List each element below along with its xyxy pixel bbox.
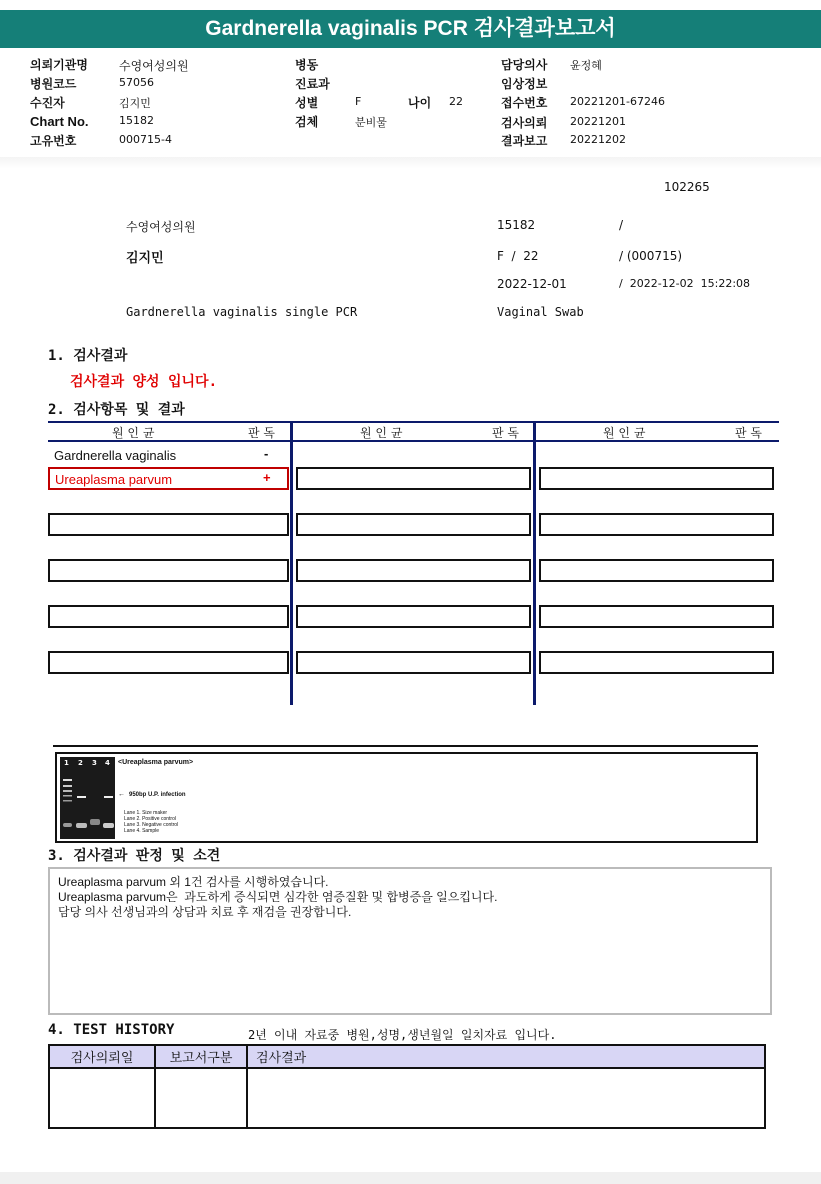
result-row-name: Gardnerella vaginalis	[54, 448, 177, 463]
col3-judgment-header: 판 독	[735, 426, 762, 440]
specimen-label: 검체	[295, 115, 319, 129]
summary-slash: /	[619, 218, 624, 232]
gel-bands	[60, 757, 115, 839]
findings-box	[48, 867, 772, 1015]
empty-result-box	[48, 513, 289, 536]
gel-legend	[124, 810, 178, 834]
header-separator	[0, 157, 821, 169]
history-col-request-date: 검사의뢰일	[49, 1045, 155, 1068]
summary-sex-age: F / 22	[497, 249, 539, 263]
empty-result-box	[539, 467, 774, 490]
result-row-mark: +	[263, 470, 271, 485]
summary-chart: 15182	[497, 218, 536, 232]
request-value: 20221201	[570, 115, 626, 128]
specimen-value: 분비물	[355, 116, 387, 129]
dept-label: 진료과	[295, 77, 330, 91]
section2-heading: 2. 검사항목 및 결과	[48, 402, 185, 418]
empty-result-box	[539, 559, 774, 582]
result-row-box	[48, 467, 289, 490]
report-title: Gardnerella vaginalis PCR 검사결과보고서	[0, 10, 821, 48]
age-value: 22	[449, 95, 463, 108]
gel-lane-label: 1	[64, 759, 69, 767]
summary-id-code: / (000715)	[619, 249, 683, 263]
code-value: 57056	[119, 76, 154, 89]
findings-line: 담당 의사 선생님과의 상담과 치료 후 재검을 권장합니다.	[58, 905, 352, 919]
gel-legend-item: Lane 4. Sample	[124, 828, 160, 834]
summary-test-name: Gardnerella vaginalis single PCR	[126, 305, 358, 319]
section3-heading: 3. 검사결과 판정 및 소견	[48, 848, 221, 864]
empty-result-box	[296, 605, 531, 628]
empty-result-box	[296, 467, 531, 490]
empty-result-box	[296, 513, 531, 536]
history-cell	[155, 1068, 247, 1128]
gel-lane-label: 2	[78, 759, 83, 767]
result-statement: 검사결과 양성 입니다.	[70, 374, 218, 390]
grid-header-rule	[48, 440, 779, 442]
result-date-label: 결과보고	[501, 134, 548, 148]
summary-clinic: 수영여성의원	[126, 220, 196, 234]
gel-lane-label: 3	[92, 759, 97, 767]
section4-heading: 4. TEST HISTORY	[48, 1022, 175, 1038]
grid-divider-1	[290, 421, 293, 705]
doctor-label: 담당의사	[501, 58, 548, 72]
unique-value: 000715-4	[119, 133, 172, 146]
gel-legend-item: Lane 1. Size maker	[124, 810, 168, 816]
empty-result-box	[296, 559, 531, 582]
col2-judgment-header: 판 독	[492, 426, 519, 440]
history-col-report-type: 보고서구분	[155, 1045, 247, 1068]
history-note: 2년 이내 자료중 병원,성명,생년월일 일치자료 입니다.	[248, 1028, 557, 1042]
gel-lane-label: 4	[105, 759, 110, 767]
result-date-value: 20221202	[570, 133, 626, 146]
gel-image	[60, 757, 115, 839]
col1-judgment-header: 판 독	[248, 426, 275, 440]
sex-value: F	[355, 95, 362, 108]
gel-legend-item: Lane 2. Positive control	[124, 816, 176, 822]
sex-label: 성별	[295, 96, 319, 110]
ward-label: 병동	[295, 58, 319, 72]
empty-result-box	[48, 605, 289, 628]
receipt-value: 20221201-67246	[570, 95, 665, 108]
empty-result-box	[48, 651, 289, 674]
request-label: 검사의뢰	[501, 116, 548, 130]
unique-label: 고유번호	[30, 134, 77, 148]
ref-number: 102265	[664, 180, 710, 194]
gel-band-label: 950bp U.P. infection	[129, 792, 186, 798]
clinic-label: 의뢰기관명	[30, 58, 88, 72]
gel-top-rule	[53, 745, 758, 747]
empty-result-box	[539, 513, 774, 536]
summary-request-date: 2022-12-01	[497, 277, 567, 291]
patient-value: 김지민	[119, 97, 151, 110]
summary-specimen: Vaginal Swab	[497, 305, 584, 319]
findings-line: Ureaplasma parvum 외 1건 검사를 시행하였습니다.	[58, 875, 329, 889]
clinical-label: 임상정보	[501, 77, 548, 91]
clinic-value: 수영여성의원	[119, 59, 189, 73]
doctor-value: 윤정혜	[570, 59, 602, 72]
summary-patient: 김지민	[126, 251, 164, 266]
patient-label: 수진자	[30, 96, 65, 110]
history-row	[49, 1068, 765, 1128]
empty-result-box	[539, 605, 774, 628]
chart-value: 15182	[119, 114, 154, 127]
code-label: 병원코드	[30, 77, 77, 91]
history-col-result: 검사결과	[247, 1045, 765, 1068]
empty-result-box	[296, 651, 531, 674]
col1-pathogen-header: 원 인 균	[112, 426, 155, 440]
gel-arrow-icon: ←	[118, 791, 125, 798]
gel-legend-item: Lane 3. Negative control	[124, 822, 179, 828]
findings-line: Ureaplasma parvum은 과도하게 증식되면 심각한 염증질환 및 합병증을 일으킵니다.	[58, 890, 498, 904]
history-cell	[49, 1068, 155, 1128]
empty-result-box	[48, 559, 289, 582]
gel-caption: <Ureaplasma parvum>	[118, 759, 194, 766]
col3-pathogen-header: 원 인 균	[603, 426, 646, 440]
history-table	[48, 1044, 766, 1129]
summary-report-datetime: / 2022-12-02 15:22:08	[619, 277, 751, 290]
age-label: 나이	[408, 96, 432, 110]
result-row-name: Ureaplasma parvum	[55, 472, 173, 487]
result-row-mark: -	[264, 446, 269, 461]
grid-top-rule	[48, 421, 779, 423]
grid-divider-2	[533, 421, 536, 705]
gel-panel	[55, 752, 758, 843]
chart-label: Chart No.	[30, 114, 89, 129]
section1-heading: 1. 검사결과	[48, 348, 128, 364]
history-cell	[247, 1068, 765, 1128]
col2-pathogen-header: 원 인 균	[360, 426, 403, 440]
empty-result-box	[539, 651, 774, 674]
receipt-label: 접수번호	[501, 96, 548, 110]
